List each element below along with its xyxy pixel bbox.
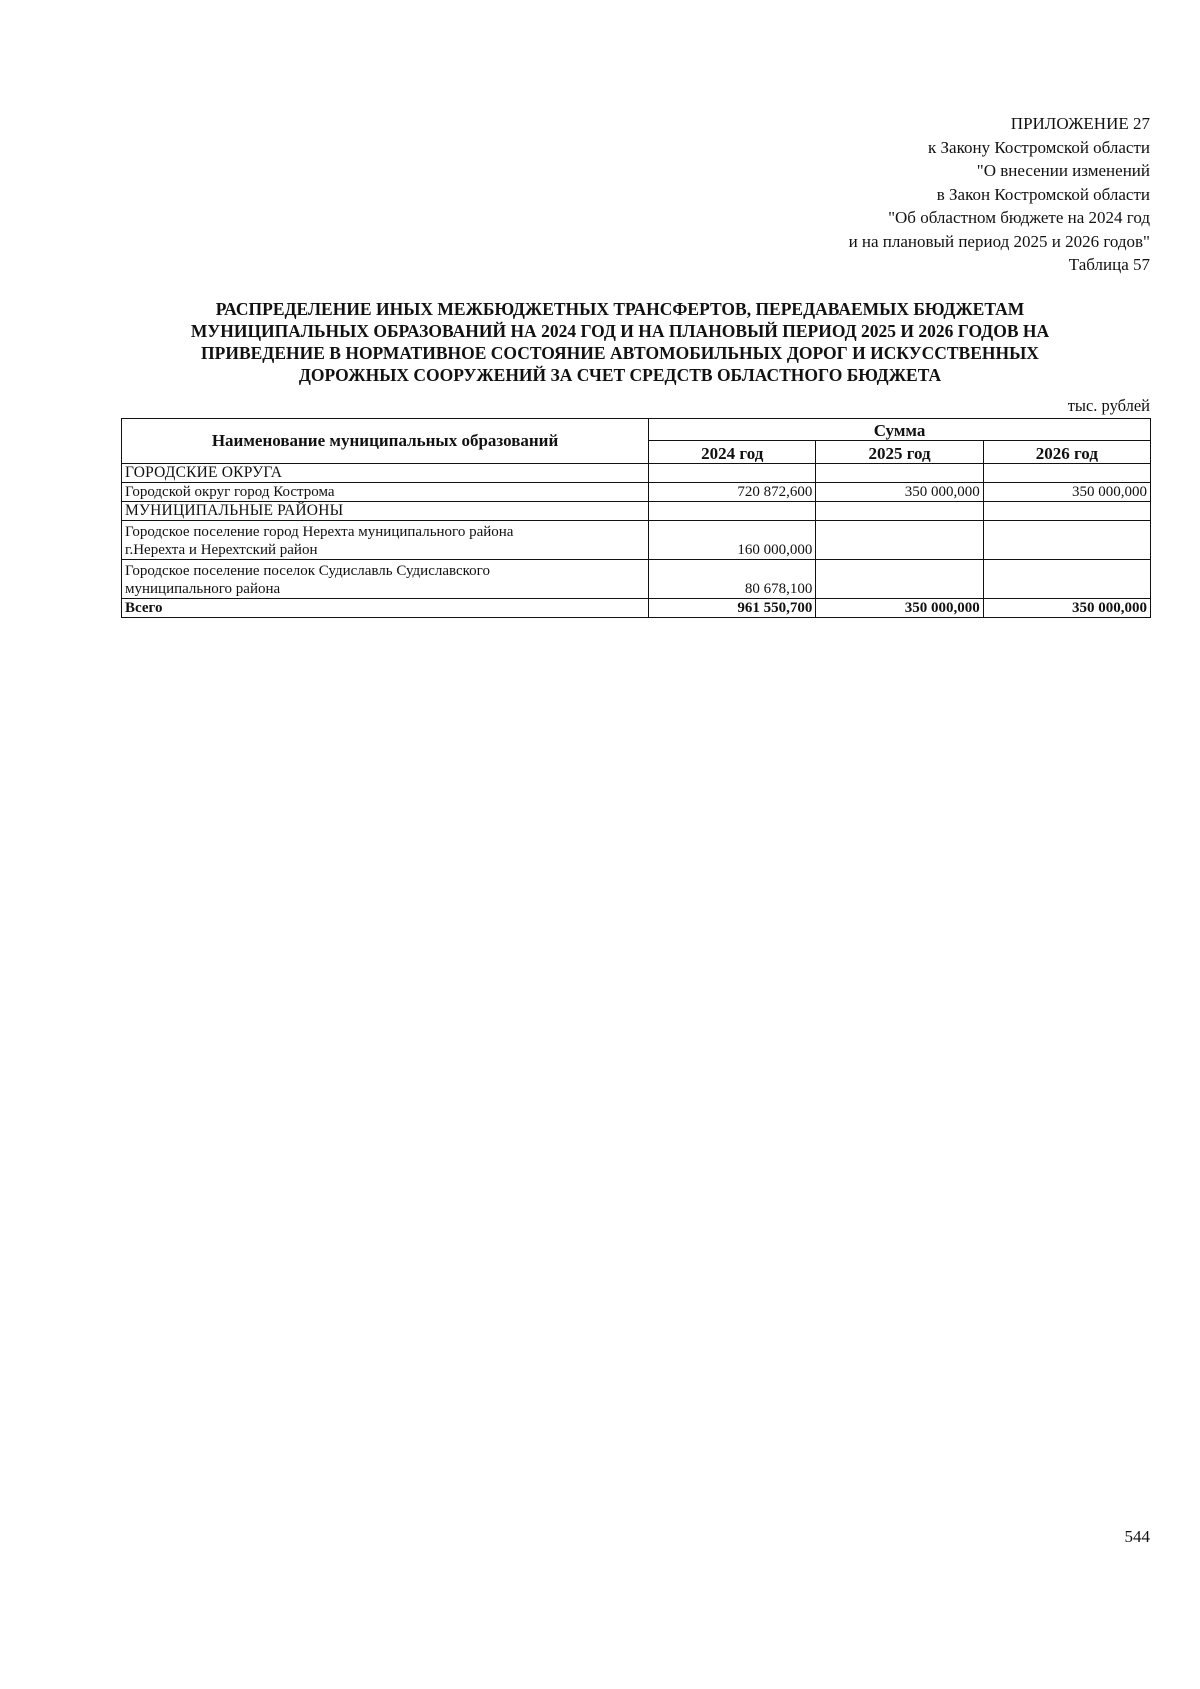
appendix-line: ПРИЛОЖЕНИЕ 27 [1010, 114, 1150, 133]
appendix-line: в Закон Костромской области [936, 184, 1150, 204]
name-column-header: Наименование муниципальных образований [122, 419, 649, 464]
value-2024: 720 872,600 [649, 483, 816, 502]
table-header-row [122, 419, 1151, 441]
value-2025 [816, 502, 983, 521]
value-2026: 350 000,000 [983, 483, 1150, 502]
title-line: РАСПРЕДЕЛЕНИЕ ИНЫХ МЕЖБЮДЖЕТНЫХ ТРАНСФЕРТОВ, ПЕРЕДАВАЕМЫХ БЮДЖЕТАМ [215, 299, 1025, 319]
value-2026 [983, 521, 1150, 560]
row-name: Городское поселение поселок Судиславль Судиславского муниципального района [122, 560, 649, 599]
appendix-line: и на плановый период 2025 и 2026 годов" [848, 231, 1150, 251]
total-2026: 350 000,000 [983, 599, 1150, 618]
row-name: Городское поселение город Нерехта муниципального района г.Нерехта и Нерехтский район [122, 521, 649, 560]
title-line: ДОРОЖНЫХ СООРУЖЕНИЙ ЗА СЧЕТ СРЕДСТВ ОБЛАСТНОГО БЮДЖЕТА [298, 365, 942, 385]
title-line: МУНИЦИПАЛЬНЫХ ОБРАЗОВАНИЙ НА 2024 ГОД И НА ПЛАНОВЫЙ ПЕРИОД 2025 И 2026 ГОДОВ НА [190, 321, 1050, 341]
value-2024: 160 000,000 [649, 521, 816, 560]
sum-header: Сумма [649, 419, 1151, 441]
value-2026 [983, 560, 1150, 599]
total-2024: 961 550,700 [649, 599, 816, 618]
row-name: МУНИЦИПАЛЬНЫЕ РАЙОНЫ [122, 502, 649, 521]
value-2024 [649, 464, 816, 483]
value-2025: 350 000,000 [816, 483, 983, 502]
allocation-table [121, 418, 1151, 618]
value-2026 [983, 502, 1150, 521]
title-line: ПРИВЕДЕНИЕ В НОРМАТИВНОЕ СОСТОЯНИЕ АВТОМОБИЛЬНЫХ ДОРОГ И ИСКУССТВЕННЫХ [201, 343, 1039, 363]
appendix-header [849, 112, 1150, 277]
table-row [122, 483, 1151, 502]
unit-label: тыс. рублей [1067, 396, 1150, 415]
table-number: Таблица 57 [1068, 255, 1150, 274]
row-name: Городской округ город Кострома [122, 483, 649, 502]
value-2025 [816, 560, 983, 599]
value-2025 [816, 464, 983, 483]
table-row [122, 521, 1151, 560]
total-2025: 350 000,000 [816, 599, 983, 618]
value-2025 [816, 521, 983, 560]
year-header-2026: 2026 год [983, 441, 1150, 464]
appendix-line: "Об областном бюджете на 2024 год [888, 208, 1150, 227]
total-label: Всего [122, 599, 649, 618]
appendix-line: "О внесении изменений [976, 161, 1150, 180]
value-2024: 80 678,100 [649, 560, 816, 599]
page-number: 544 [1124, 1527, 1150, 1546]
appendix-line: к Закону Костромской области [928, 137, 1150, 157]
table-row [122, 464, 1151, 483]
document-title [90, 298, 1150, 386]
row-name: ГОРОДСКИЕ ОКРУГА [122, 464, 649, 483]
table-row [122, 502, 1151, 521]
table-row [122, 560, 1151, 599]
total-row [122, 599, 1151, 618]
year-header-2025: 2025 год [816, 441, 983, 464]
year-header-2024: 2024 год [649, 441, 816, 464]
value-2024 [649, 502, 816, 521]
value-2026 [983, 464, 1150, 483]
